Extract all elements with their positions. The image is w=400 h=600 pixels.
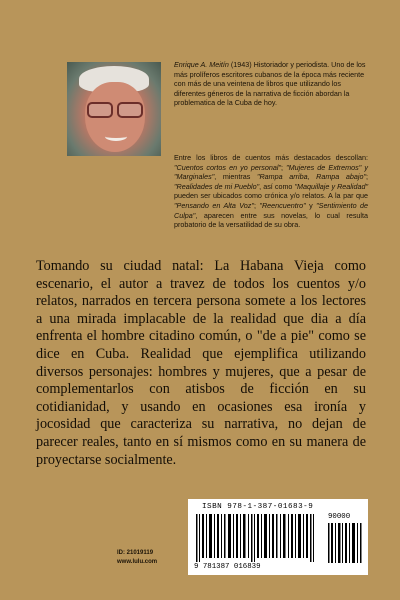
books-middle: pueden ser ubicados como crónica y/o relatos. A la par que [174,191,368,201]
books-intro: Entre los libros de cuentos más destacados descollan: [174,153,368,162]
author-glasses [87,102,143,116]
book-title: "Reencuentro" [259,200,306,210]
book-title: "Rampa arriba, Rampa abajo" [256,172,366,182]
barcode-digits: 9 781387 016839 [194,563,261,571]
book-title: "Maquillaje y Realidad" [294,181,369,191]
isbn-label: ISBN 978-1-387-01683-9 [202,503,314,511]
publisher-site: www.lulu.com [117,559,158,565]
publisher-ids [117,549,157,567]
author-name: Enrique A. Meitín [174,60,229,69]
author-bio [174,60,368,108]
synopsis-text: Tomando su ciudad natal: La Habana Vieja como escenario, el autor a travez de todos los cuentos y/o relatos, narrados en tercera persona somete a los lectores a una mirada implacable de la realidad que dia a día enfrenta el hombre citadino común, o "de a pie" como se dice en Cuba. Realidad que ejemplifica utilizando diversos personajes: hombres y mujeres, que a pesar de complementarlos con atisbos de ficción en su cotidianidad, y usando en ocasiones esa ironía y jocosidad que caracteriza su narrativa, no dejan de parecer reales, tanto en sí mismos como en su manera de proyectarse socialmente. [36,258,366,468]
connector-text: , mientras [214,172,251,182]
book-title: "Sentimiento de Culpa" [174,200,369,220]
price-code: 90000 [328,513,351,521]
barcode-icon [196,514,316,562]
book-title: "Pensando en Alta Voz" [174,200,254,210]
book-id: ID: 21019119 [117,550,154,556]
author-info: (1943) Historiador y periodista. Uno de los más prolíferos escritores cubanos de la época más reciente con más de una veintena de libros que utilizando los diferentes géneros de la narrativa de ficción abordan la problematica de la Cuba de hoy. [174,60,366,108]
books-outro: , aparecen entre sus novelas, lo cual resulta probatorio de la versatilidad de su obra. [174,210,368,230]
connector-text: , así como [259,181,293,191]
connector-text: y [309,200,313,210]
book-title: "Mujeres de Extremos" y "Marginales" [174,162,368,182]
price-barcode-icon [328,523,362,563]
author-smile [105,132,127,141]
book-title: "Realidades de mi Pueblo" [174,181,260,191]
isbn-barcode [188,499,368,575]
author-photo [67,62,161,156]
books-paragraph: Entre los libros de cuentos más destacados descollan: "Cuentos cortos en yo personal"; "Mujeres de Extremos" y "Marginales", mientras "Rampa arriba, Rampa abajo"; "Realidades de mi Pueblo", así como "Maquillaje y Realidad" pueden ser ubicados como crónica y/o relatos. A la par que "Pensando en Alta Voz"; "Reencuentro" y "Sentimiento de Culpa", aparecen entre sus novelas, lo cual resulta probatorio de la versatilidad de su obra. [174,153,369,230]
book-title: "Cuentos cortos en yo personal" [174,162,281,172]
